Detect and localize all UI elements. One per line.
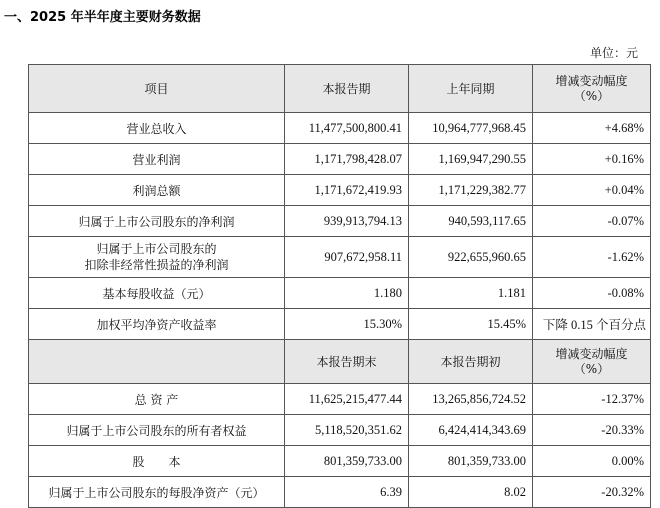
table-row (29, 278, 651, 309)
row-item: 归属于上市公司股东的所有者权益 (29, 415, 285, 446)
row-change-value: +0.04% (533, 175, 651, 206)
row-current-value: 11,625,215,477.44 (285, 384, 409, 415)
row-previous-value: 1.181 (409, 278, 533, 309)
financial-data-table (28, 64, 651, 508)
row-previous-value: 1,169,947,290.55 (409, 144, 533, 175)
row-item: 总 资 产 (29, 384, 285, 415)
table-row (29, 206, 651, 237)
row-item: 利润总额 (29, 175, 285, 206)
row-current-value: 939,913,794.13 (285, 206, 409, 237)
table-row (29, 237, 651, 278)
row-change-value: 下降 0.15 个百分点 (533, 309, 651, 340)
row-change-value: -1.62% (533, 237, 651, 278)
row-change-value: -0.08% (533, 278, 651, 309)
row-item: 加权平均净资产收益率 (29, 309, 285, 340)
table-row (29, 175, 651, 206)
row-previous-value: 6,424,414,343.69 (409, 415, 533, 446)
subheader-item-empty (29, 340, 285, 384)
table-row (29, 113, 651, 144)
header-current-period: 本报告期 (285, 65, 409, 113)
row-previous-value: 922,655,960.65 (409, 237, 533, 278)
row-previous-value: 801,359,733.00 (409, 446, 533, 477)
table-row (29, 309, 651, 340)
row-previous-value: 13,265,856,724.52 (409, 384, 533, 415)
row-current-value: 1,171,672,419.93 (285, 175, 409, 206)
header-change (533, 65, 651, 113)
table-row (29, 477, 651, 508)
table-row (29, 415, 651, 446)
row-current-value: 1.180 (285, 278, 409, 309)
row-change-value: -12.37% (533, 384, 651, 415)
table-subheader-row (29, 340, 651, 384)
unit-label: 单位：元 (589, 46, 638, 60)
subheader-period-end: 本报告期末 (285, 340, 409, 384)
table-row (29, 446, 651, 477)
row-change-value: 0.00% (533, 446, 651, 477)
header-item: 项目 (29, 65, 285, 113)
row-item: 基本每股收益（元） (29, 278, 285, 309)
row-item-line1: 归属于上市公司股东的 (96, 242, 217, 256)
row-item: 营业利润 (29, 144, 285, 175)
row-change-value: +0.16% (533, 144, 651, 175)
subheader-period-start: 本报告期初 (409, 340, 533, 384)
row-change-value: -20.32% (533, 477, 651, 508)
subheader-change-label: 增减变动幅度 (555, 346, 628, 361)
section-title: 一、2025 年半年度主要财务数据 (4, 10, 201, 25)
row-item: 归属于上市公司股东的净利润 (29, 206, 285, 237)
row-previous-value: 10,964,777,968.45 (409, 113, 533, 144)
row-current-value: 5,118,520,351.62 (285, 415, 409, 446)
row-current-value: 15.30% (285, 309, 409, 340)
row-item (29, 237, 285, 278)
table-row (29, 144, 651, 175)
row-previous-value: 940,593,117.65 (409, 206, 533, 237)
row-current-value: 907,672,958.11 (285, 237, 409, 278)
row-change-value: +4.68% (533, 113, 651, 144)
row-current-value: 6.39 (285, 477, 409, 508)
row-item: 归属于上市公司股东的每股净资产（元） (29, 477, 285, 508)
row-item: 营业总收入 (29, 113, 285, 144)
header-change-label: 增减变动幅度 (555, 73, 628, 88)
row-previous-value: 8.02 (409, 477, 533, 508)
header-change-unit: （%） (573, 88, 610, 103)
subheader-change-unit: （%） (573, 361, 610, 376)
subheader-change (533, 340, 651, 384)
row-item: 股 本 (29, 446, 285, 477)
row-item-line2: 扣除非经常性损益的净利润 (84, 258, 229, 272)
row-previous-value: 15.45% (409, 309, 533, 340)
row-current-value: 11,477,500,800.41 (285, 113, 409, 144)
header-previous-period: 上年同期 (409, 65, 533, 113)
row-current-value: 1,171,798,428.07 (285, 144, 409, 175)
row-change-value: -0.07% (533, 206, 651, 237)
row-previous-value: 1,171,229,382.77 (409, 175, 533, 206)
table-row (29, 384, 651, 415)
table-header-row (29, 65, 651, 113)
row-current-value: 801,359,733.00 (285, 446, 409, 477)
row-change-value: -20.33% (533, 415, 651, 446)
